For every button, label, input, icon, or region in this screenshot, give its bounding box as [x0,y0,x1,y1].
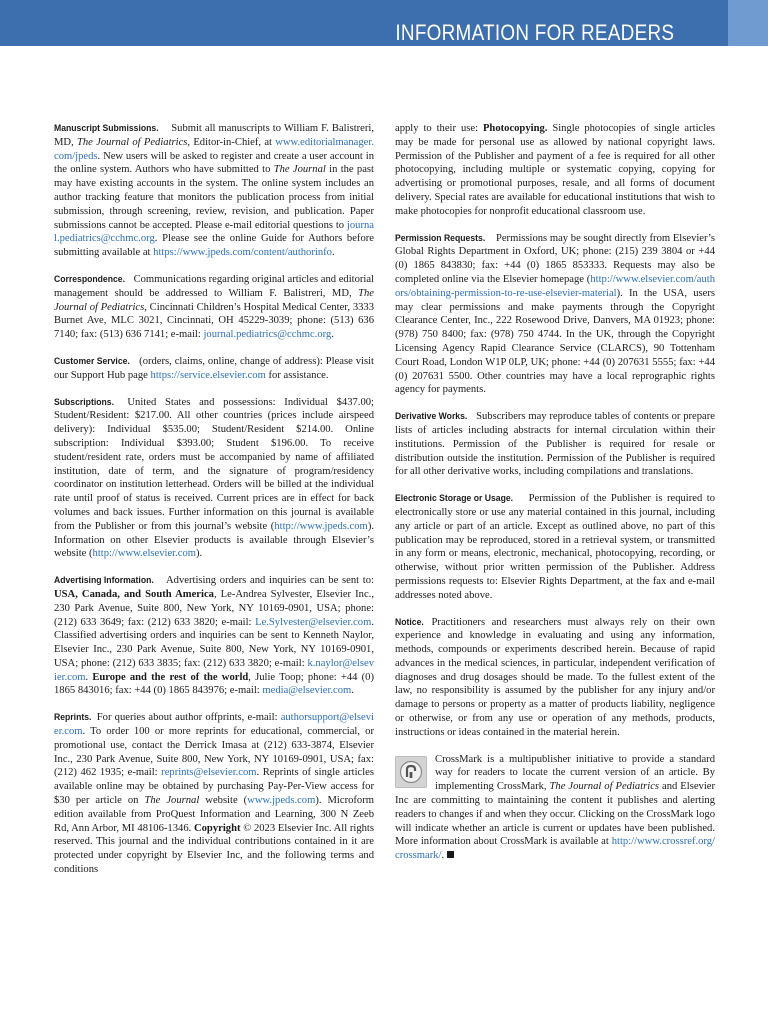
permission-section: Permission Requests. Permissions may be sought directly from Elsevier’s Global Rights Department in Oxford, UK; phone: (215) 239 3804 or +44 (0) 1865 843830; fax: +44 (0) 1865 853333. Requests may also be completed online via the Elsevier homepage (http://www.elsevier.com/authors/obtaining-permission-to-re-use-elsevier-material). In the USA, users may clear permissions and make payments through the Copyright Clearance Center, Inc., 222 Rosewood Drive, Danvers, MA 01923; phone: (978) 750 8400; fax: (978) 750 4744. In the UK, through the Copyright Licensing Agency Rapid Clearance Service (CLARCS), 90 Tottenham Court Road, London W1P 0LP, UK; phone: +44 (0) 207631 5555; fax: +44 (0) 207631 5500. Other countries may have a local reprographic rights agency for payments. [395,232,715,396]
correspondence-heading: Correspondence. [54,273,126,285]
notice-heading: Notice. [395,616,424,628]
derivative-heading: Derivative Works. [395,411,468,423]
manuscript-heading: Manuscript Submissions. [54,123,159,134]
header-bar [0,0,728,46]
reprints-heading: Reprints. [54,712,92,724]
customer-service-section: Customer Service. (orders, claims, online, change of address): Please visit our Support Hub page https://service.elsevier.com for assistance. [54,355,374,381]
end-of-article-mark [447,851,454,858]
elsevier-website-link[interactable]: http://www.elsevier.com [92,548,197,560]
editorial-email-link[interactable]: journal.pediatrics@cchmc.org [54,219,374,245]
support-hub-link[interactable]: https://service.elsevier.com [150,369,266,381]
notice-section: Notice. Practitioners and researchers must always rely on their own experience and knowledge in evaluating and using any information, methods, compounds or experiments described herein. Because of rapid advances in the medical sciences, in particular, independent verification of diagnoses and drug dosages should be made. To the fullest extent of the law, no responsibility is assumed by the publisher for any injury and/or damage to persons or property as a matter of products liability, negligence or otherwise, or from any use or operation of any methods, products, instructions or ideas contained in the material herein. [395,616,715,738]
photocopying-section: apply to their use: Photocopying. Single photocopies of single articles may be made for personal use as allowed by national copyright laws. Permission of the Publisher and payment of a fee is required for all other photocopying, including multiple or systematic copying, copying for advertising or promotional purposes, resale, and all forms of document delivery. Special rates are available for educational institutions that wish to make photocopies for nonprofit educational classroom use. [395,123,715,217]
reprints-section: Reprints. For queries about author offprints, e-mail: authorsupport@elsevier.com. To order 100 or more reprints for educational, commercial, or promotional use, contact the Derrick Imasa at (212) 633-3874, Elsevier Inc., 230 Park Avenue, Suite 800, New York, NY 10169-0901, USA; fax: (212) 462 1935; e-mail: reprints@elsevier.com. Reprints of single articles available online may be obtained by purchasing Pay-Per-View access for $30 per article on The Journal website (www.jpeds.com). Microform edition available from ProQuest Information and Learning, 300 N Zeeb Rd, Ann Arbor, MI 48106-1346. Copyright © 2023 Elsevier Inc. All rights reserved. This journal and the individual contributions contained in it are protected under copyright by Elsevier Inc, and the following terms and conditions [54,712,374,876]
customer-service-heading: Customer Service. [54,355,130,367]
page-title: INFORMATION FOR READERS [395,20,674,45]
permission-heading: Permission Requests. [395,232,486,244]
media-email-link[interactable]: media@elsevier.com [262,685,352,697]
permission-link[interactable]: http://www.elsevier.com/authors/obtaining-permission-to-re-use-elsevier-material [395,273,715,299]
derivative-section: Derivative Works. Subscribers may reproduce tables of contents or prepare lists of articles including abstracts for internal circulation within their institutions. Permission of the Publisher is required for resale or distribution outside the institution. Permission of the Publisher is required for all other derivative works, including compilations and translations. [395,411,715,478]
right-column [395,122,715,876]
jpeds-website-link[interactable]: http://www.jpeds.com [274,520,368,532]
left-column [54,122,374,890]
photocopying-heading: Photocopying. [482,123,548,134]
author-info-link[interactable]: https://www.jpeds.com/content/authorinfo [153,247,332,259]
classified-email-link[interactable]: k.naylor@elsevier.com [54,657,374,683]
advertising-section: Advertising Information. Advertising orders and inquiries can be sent to: USA, Canada, and South America, Le-Andrea Sylvester, Elsevier Inc., 230 Park Avenue, Suite 800, New York, NY 10169-0901, USA; phone: (212) 633 3649; fax: (212) 633 3820; e-mail: Le.Sylvester@elsevier.com. Classified advertising orders and inquiries can be sent to Kenneth Naylor, Elsevier Inc., 230 Park Avenue, Suite 800, New York, NY 10169-0901, USA; phone: (212) 633 3835; fax: (212) 633 3820; e-mail: k.naylor@elsevier.com. Europe and the rest of the world, Julie Toop; phone: +44 (0) 1865 843016; fax: +44 (0) 1865 843976; e-mail: media@elsevier.com. [54,575,375,697]
editorial-manager-link[interactable]: www.editorialmanager.com/jpeds [54,136,374,162]
author-support-email-link[interactable]: authorsupport@elsevier.com [54,712,374,738]
electronic-storage-section: Electronic Storage or Usage. Permission of the Publisher is required to electronically store or use any material contained in this journal, including any article or part of an article. Except as outlined above, no part of this publication may be reproduced, stored in a retrieval system, or transmitted in any form or means, electronic, mechanical, photocopying, recording, or otherwise, without prior written permission of the Publisher. Address permissions requests to: Elsevier Rights Department, at the fax and e-mail addresses noted above. [395,493,715,601]
jpeds-link[interactable]: www.jpeds.com [247,795,316,807]
correspondence-section: Correspondence. Communications regarding original articles and editorial management should be addressed to William F. Balistreri, MD, The Journal of Pediatrics, Cincinnati Children’s Hospital Medical Center, 3333 Burnet Ave, MLC 3021, Cincinnati, OH 45229-3039; phone: (513) 636 7140; fax: (513) 636 7141; e-mail: journal.pediatrics@cchmc.org. [54,273,375,341]
crossmark-logo-icon[interactable] [395,756,427,788]
advertising-heading: Advertising Information. [54,575,154,587]
correspondence-email-link[interactable]: journal.pediatrics@cchmc.org [203,329,332,341]
crossmark-link[interactable]: http://www.crossref.org/crossmark/ [395,836,715,862]
header-tab [728,0,768,46]
reprints-email-link[interactable]: reprints@elsevier.com [161,767,257,779]
subscriptions-section: Subscriptions. United States and possessions: Individual $437.00; Student/Resident: $217.00. All other countries (prices include airspeed delivery): Individual $535.00; Student/Resident $214.00. Online subscription: Individual $393.00; Student $196.00. To receive student/resident rate, orders must be accompanied by name of affiliated institution, date of term, and the signature of program/residency coordinator on institution letterhead. Orders will be billed at the individual rate until proof of status is received. Current prices are in effect for back volumes and back issues. Further information on this journal is available from the Publisher or from this journal’s website (http://www.jpeds.com). Information on other Elsevier products is available through Elsevier’s website (http://www.elsevier.com). [54,396,374,560]
manuscript-section: Manuscript Submissions. Submit all manuscripts to William F. Balistreri, MD, The Journal of Pediatrics, Editor-in-Chief, at www.editorialmanager.com/jpeds. New users will be asked to register and create a user account in the online system. Authors who have submitted to The Journal in the past may have existing accounts in the system. The online system includes an author tracking feature that monitors the publication process from initial submission, through screening, review, revision, and publication. Paper submissions cannot be accepted. Please e-mail editorial questions to journal.pediatrics@cchmc.org. Please see the online Guide for Authors before submitting available at https://www.jpeds.com/content/authorinfo. [54,123,374,259]
advertising-email-link[interactable]: Le.Sylvester@elsevier.com [255,616,372,628]
crossmark-section: CrossMark is a multipublisher initiative to provide a standard way for readers to locate the current version of an article. By implementing CrossMark, The Journal of Pediatrics and Elsevier Inc are committing to maintaining the content it publishes and alerting readers to changes if and when they occur. Clicking on the CrossMark logo will indicate whether an article is current or updates have been published. More information about CrossMark is available at http://www.crossref.org/crossmark/. [395,753,716,862]
electronic-storage-heading: Electronic Storage or Usage. [395,493,514,505]
subscriptions-heading: Subscriptions. [54,396,114,408]
